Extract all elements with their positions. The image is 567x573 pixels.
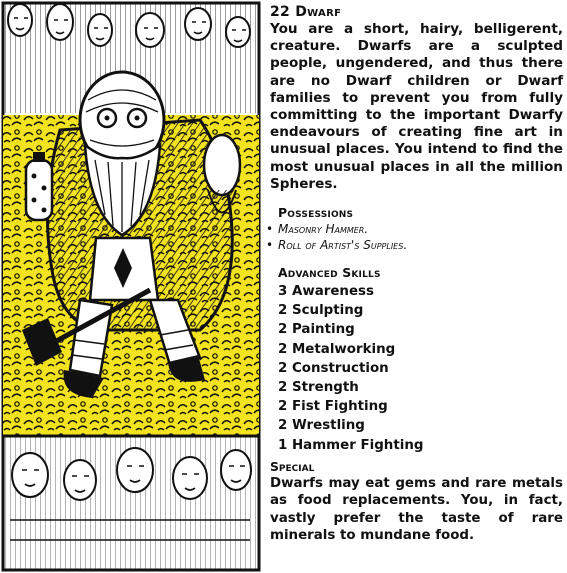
bullet-icon: • <box>266 222 274 237</box>
entry-text-column <box>266 4 563 545</box>
entry-title: 22 Dwarf <box>270 4 342 20</box>
special-heading: Special <box>270 458 315 474</box>
possession-item <box>266 237 563 254</box>
skill-item: 2 Metalworking <box>278 341 396 357</box>
skill-item: 1 Hammer Fighting <box>278 437 424 453</box>
dwarf-illustration <box>0 0 262 573</box>
bullet-icon: • <box>266 237 274 252</box>
entry-intro: You are a short, hairy, belligerent, creature. Dwarfs are a sculpted people, ungendered, and thus there are no Dwarf children or Dwarf families to prevent you from fully committing to the important Dwarfy endeavours of creating fine art in unusual places. You intend to find the most unusual places in all the million Spheres. <box>270 21 563 192</box>
skill-item: 2 Construction <box>278 360 389 376</box>
possessions-heading: Possessions <box>278 205 354 221</box>
possession-label: Roll of Artist's Supplies. <box>278 237 408 252</box>
skill-item: 2 Fist Fighting <box>278 399 388 415</box>
advanced-skills-heading: Advanced Skills <box>278 265 381 281</box>
special-text: Dwarfs may eat gems and rare metals as food replacements. You, in fact, vastly prefer the taste of rare minerals to mundane food. <box>270 475 563 544</box>
skill-item: 2 Strength <box>278 380 359 396</box>
advanced-skills-list <box>278 282 563 455</box>
skill-item: 2 Painting <box>278 322 355 338</box>
possessions-list <box>266 222 563 253</box>
skill-item: 3 Awareness <box>278 284 374 300</box>
skill-item: 2 Wrestling <box>278 418 365 434</box>
possession-label: Masonry Hammer. <box>278 222 369 237</box>
possession-item <box>266 222 563 238</box>
skill-item: 2 Sculpting <box>278 303 364 319</box>
